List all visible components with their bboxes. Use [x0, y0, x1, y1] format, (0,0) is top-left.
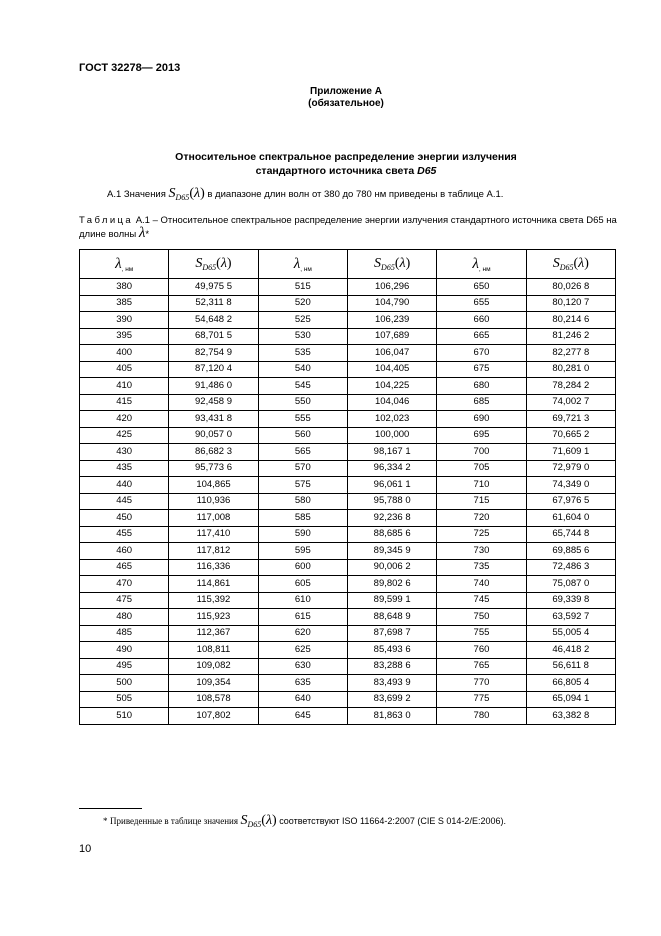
col-header-spd-3: $S_{D65}(\lambda)$: [526, 250, 615, 279]
wavelength-cell: 670: [437, 345, 526, 362]
wavelength-cell: 505: [80, 691, 169, 708]
wavelength-cell: 515: [258, 279, 347, 296]
spd-value-cell: 70,665 2: [526, 427, 615, 444]
spd-value-cell: 115,923: [169, 609, 258, 626]
spd-value-cell: 104,225: [347, 378, 436, 395]
wavelength-cell: 710: [437, 477, 526, 494]
wavelength-cell: 630: [258, 658, 347, 675]
wavelength-cell: 410: [80, 378, 169, 395]
wavelength-cell: 720: [437, 510, 526, 527]
wavelength-cell: 625: [258, 642, 347, 659]
table-row: [80, 427, 616, 444]
table-row: [80, 345, 616, 362]
spd-value-cell: 87,120 4: [169, 361, 258, 378]
wavelength-cell: 385: [80, 295, 169, 312]
spd-value-cell: 81,863 0: [347, 708, 436, 725]
spd-value-cell: 95,788 0: [347, 493, 436, 510]
spd-value-cell: 52,311 8: [169, 295, 258, 312]
appendix-title: Приложение А: [310, 86, 382, 97]
wavelength-cell: 525: [258, 312, 347, 329]
wavelength-cell: 520: [258, 295, 347, 312]
wavelength-cell: 750: [437, 609, 526, 626]
spd-value-cell: 69,339 8: [526, 592, 615, 609]
wavelength-cell: 675: [437, 361, 526, 378]
spd-value-cell: 65,094 1: [526, 691, 615, 708]
spd-value-cell: 90,006 2: [347, 559, 436, 576]
wavelength-cell: 480: [80, 609, 169, 626]
spd-value-cell: 102,023: [347, 411, 436, 428]
wavelength-cell: 575: [258, 477, 347, 494]
wavelength-cell: 730: [437, 543, 526, 560]
spd-value-cell: 95,773 6: [169, 460, 258, 477]
table-row: [80, 642, 616, 659]
spd-value-cell: 91,486 0: [169, 378, 258, 395]
wavelength-cell: 450: [80, 510, 169, 527]
table-row: [80, 295, 616, 312]
wavelength-cell: 700: [437, 444, 526, 461]
footnote-spd-symbol: $S_{D65}(\lambda)$: [240, 813, 277, 829]
spd-value-cell: 87,698 7: [347, 625, 436, 642]
wavelength-cell: 620: [258, 625, 347, 642]
document-code: ГОСТ 32278— 2013: [79, 62, 181, 74]
spd-value-cell: 108,811: [169, 642, 258, 659]
table-row: [80, 592, 616, 609]
wavelength-cell: 610: [258, 592, 347, 609]
spd-value-cell: 96,334 2: [347, 460, 436, 477]
spd-value-cell: 88,685 6: [347, 526, 436, 543]
spd-value-cell: 68,701 5: [169, 328, 258, 345]
table-row: [80, 576, 616, 593]
wavelength-cell: 530: [258, 328, 347, 345]
table-row: [80, 543, 616, 560]
spd-value-cell: 80,120 7: [526, 295, 615, 312]
footnote-mark: *: [103, 816, 108, 826]
wavelength-cell: 770: [437, 675, 526, 692]
wavelength-cell: 420: [80, 411, 169, 428]
wavelength-cell: 695: [437, 427, 526, 444]
spd-value-cell: 110,936: [169, 493, 258, 510]
wavelength-cell: 715: [437, 493, 526, 510]
spd-value-cell: 55,005 4: [526, 625, 615, 642]
illuminant-name: D65: [417, 165, 437, 177]
wavelength-cell: 755: [437, 625, 526, 642]
wavelength-cell: 740: [437, 576, 526, 593]
table-row: [80, 526, 616, 543]
spd-value-cell: 74,002 7: [526, 394, 615, 411]
wavelength-cell: 725: [437, 526, 526, 543]
wavelength-cell: 390: [80, 312, 169, 329]
spd-value-cell: 109,354: [169, 675, 258, 692]
wavelength-cell: 475: [80, 592, 169, 609]
spd-value-cell: 75,087 0: [526, 576, 615, 593]
caption-label: Таблица: [79, 215, 134, 226]
table-row: [80, 658, 616, 675]
wavelength-cell: 665: [437, 328, 526, 345]
wavelength-cell: 435: [80, 460, 169, 477]
spd-value-cell: 83,288 6: [347, 658, 436, 675]
spd-value-cell: 81,246 2: [526, 328, 615, 345]
spd-value-cell: 96,061 1: [347, 477, 436, 494]
spd-value-cell: 78,284 2: [526, 378, 615, 395]
spd-value-cell: 67,976 5: [526, 493, 615, 510]
wavelength-cell: 565: [258, 444, 347, 461]
spd-value-cell: 109,082: [169, 658, 258, 675]
col-header-spd-1: $S_{D65}(\lambda)$: [169, 250, 258, 279]
wavelength-cell: 510: [80, 708, 169, 725]
appendix-heading: [0, 86, 661, 110]
wavelength-cell: 550: [258, 394, 347, 411]
col-header-spd-2: $S_{D65}(\lambda)$: [347, 250, 436, 279]
table-row: [80, 691, 616, 708]
wavelength-cell: 635: [258, 675, 347, 692]
spd-value-cell: 88,648 9: [347, 609, 436, 626]
spd-value-cell: 89,802 6: [347, 576, 436, 593]
spd-value-cell: 100,000: [347, 427, 436, 444]
intro-prefix: А.1 Значения: [107, 189, 166, 200]
wavelength-cell: 470: [80, 576, 169, 593]
wavelength-cell: 640: [258, 691, 347, 708]
wavelength-cell: 600: [258, 559, 347, 576]
lambda-symbol: λ: [138, 225, 146, 241]
wavelength-cell: 415: [80, 394, 169, 411]
table-row: [80, 708, 616, 725]
wavelength-cell: 540: [258, 361, 347, 378]
spd-value-cell: 66,805 4: [526, 675, 615, 692]
wavelength-cell: 580: [258, 493, 347, 510]
wavelength-cell: 765: [437, 658, 526, 675]
spd-value-cell: 61,604 0: [526, 510, 615, 527]
table-row: [80, 559, 616, 576]
table-row: [80, 394, 616, 411]
table-row: [80, 328, 616, 345]
spd-value-cell: 89,345 9: [347, 543, 436, 560]
wavelength-cell: 735: [437, 559, 526, 576]
wavelength-cell: 395: [80, 328, 169, 345]
wavelength-cell: 745: [437, 592, 526, 609]
spd-value-cell: 92,236 8: [347, 510, 436, 527]
table-header-row: [80, 250, 616, 279]
wavelength-cell: 650: [437, 279, 526, 296]
wavelength-cell: 590: [258, 526, 347, 543]
spd-value-cell: 107,689: [347, 328, 436, 345]
wavelength-cell: 585: [258, 510, 347, 527]
spd-value-cell: 71,609 1: [526, 444, 615, 461]
spd-value-cell: 107,802: [169, 708, 258, 725]
table-row: [80, 493, 616, 510]
spd-value-cell: 115,392: [169, 592, 258, 609]
spd-value-cell: 112,367: [169, 625, 258, 642]
spd-value-cell: 80,214 6: [526, 312, 615, 329]
table-row: [80, 378, 616, 395]
caption-text: А.1 – Относительное спектральное распределение энергии излучения стандартного источника света D65 на длине волны: [79, 215, 617, 240]
wavelength-cell: 490: [80, 642, 169, 659]
appendix-status: (обязательное): [308, 98, 384, 109]
spd-value-cell: 104,405: [347, 361, 436, 378]
spd-value-cell: 90,057 0: [169, 427, 258, 444]
spd-value-cell: 54,648 2: [169, 312, 258, 329]
wavelength-cell: 405: [80, 361, 169, 378]
wavelength-cell: 690: [437, 411, 526, 428]
section-title: [0, 150, 661, 178]
page-number: 10: [79, 843, 92, 855]
wavelength-cell: 660: [437, 312, 526, 329]
wavelength-cell: 780: [437, 708, 526, 725]
spd-value-cell: 114,861: [169, 576, 258, 593]
wavelength-cell: 535: [258, 345, 347, 362]
wavelength-cell: 445: [80, 493, 169, 510]
spd-value-cell: 56,611 8: [526, 658, 615, 675]
table-row: [80, 477, 616, 494]
wavelength-cell: 570: [258, 460, 347, 477]
table-row: [80, 279, 616, 296]
table-row: [80, 460, 616, 477]
wavelength-cell: 455: [80, 526, 169, 543]
spd-value-cell: 63,382 8: [526, 708, 615, 725]
spd-value-cell: 65,744 8: [526, 526, 615, 543]
spd-value-cell: 69,885 6: [526, 543, 615, 560]
spd-symbol: $S_{D65}(\lambda)$: [168, 186, 205, 202]
col-header-wavelength-2: $\lambda_{, нм}$: [258, 250, 347, 279]
wavelength-cell: 680: [437, 378, 526, 395]
section-title-line2: стандартного источника света D65: [255, 165, 437, 177]
table-body: [80, 279, 616, 725]
spd-value-cell: 106,296: [347, 279, 436, 296]
spd-value-cell: 106,239: [347, 312, 436, 329]
spd-value-cell: 117,812: [169, 543, 258, 560]
wavelength-cell: 645: [258, 708, 347, 725]
table-row: [80, 675, 616, 692]
spd-value-cell: 86,682 3: [169, 444, 258, 461]
wavelength-cell: 430: [80, 444, 169, 461]
spd-value-cell: 49,975 5: [169, 279, 258, 296]
footnote-divider: [79, 808, 142, 809]
wavelength-cell: 465: [80, 559, 169, 576]
col-header-wavelength-1: $\lambda_{, нм}$: [80, 250, 169, 279]
col-header-wavelength-3: $\lambda_{, нм}$: [437, 250, 526, 279]
wavelength-cell: 595: [258, 543, 347, 560]
wavelength-cell: 545: [258, 378, 347, 395]
spd-value-cell: 117,410: [169, 526, 258, 543]
spd-value-cell: 80,281 0: [526, 361, 615, 378]
footnote-prefix: Приведенные в таблице значения: [110, 816, 238, 826]
spd-value-cell: 106,047: [347, 345, 436, 362]
wavelength-cell: 775: [437, 691, 526, 708]
wavelength-cell: 685: [437, 394, 526, 411]
table-row: [80, 444, 616, 461]
wavelength-cell: 495: [80, 658, 169, 675]
spd-value-cell: 80,026 8: [526, 279, 615, 296]
wavelength-cell: 760: [437, 642, 526, 659]
wavelength-cell: 380: [80, 279, 169, 296]
spd-value-cell: 83,699 2: [347, 691, 436, 708]
footnote: [103, 812, 506, 834]
wavelength-cell: 500: [80, 675, 169, 692]
footnote-suffix: соответствуют ISO 11664-2:2007 (CIE S 014-2/E:2006).: [279, 816, 506, 826]
table-caption: [79, 214, 619, 241]
spd-value-cell: 98,167 1: [347, 444, 436, 461]
spd-value-cell: 74,349 0: [526, 477, 615, 494]
spd-value-cell: 116,336: [169, 559, 258, 576]
spd-value-cell: 82,277 8: [526, 345, 615, 362]
wavelength-cell: 400: [80, 345, 169, 362]
table-row: [80, 609, 616, 626]
spd-value-cell: 85,493 6: [347, 642, 436, 659]
wavelength-cell: 655: [437, 295, 526, 312]
table-row: [80, 361, 616, 378]
spd-value-cell: 63,592 7: [526, 609, 615, 626]
spd-value-cell: 89,599 1: [347, 592, 436, 609]
wavelength-cell: 615: [258, 609, 347, 626]
spd-value-cell: 117,008: [169, 510, 258, 527]
spd-table: [79, 249, 616, 725]
spd-value-cell: 72,486 3: [526, 559, 615, 576]
wavelength-cell: 705: [437, 460, 526, 477]
wavelength-cell: 560: [258, 427, 347, 444]
spd-value-cell: 82,754 9: [169, 345, 258, 362]
wavelength-cell: 460: [80, 543, 169, 560]
table-row: [80, 411, 616, 428]
intro-paragraph: [107, 186, 503, 202]
spd-value-cell: 83,493 9: [347, 675, 436, 692]
wavelength-cell: 440: [80, 477, 169, 494]
table-row: [80, 312, 616, 329]
table-row: [80, 510, 616, 527]
wavelength-cell: 485: [80, 625, 169, 642]
wavelength-cell: 605: [258, 576, 347, 593]
spd-value-cell: 93,431 8: [169, 411, 258, 428]
spd-value-cell: 72,979 0: [526, 460, 615, 477]
spd-value-cell: 46,418 2: [526, 642, 615, 659]
spd-value-cell: 104,790: [347, 295, 436, 312]
table-row: [80, 625, 616, 642]
section-title-line1: Относительное спектральное распределение энергии излучения: [175, 151, 517, 163]
wavelength-cell: 425: [80, 427, 169, 444]
spd-value-cell: 104,046: [347, 394, 436, 411]
spd-value-cell: 104,865: [169, 477, 258, 494]
spd-value-cell: 69,721 3: [526, 411, 615, 428]
caption-star: *: [145, 229, 150, 240]
spd-value-cell: 108,578: [169, 691, 258, 708]
spd-value-cell: 92,458 9: [169, 394, 258, 411]
wavelength-cell: 555: [258, 411, 347, 428]
intro-suffix: в диапазоне длин волн от 380 до 780 нм приведены в таблице А.1.: [207, 189, 504, 200]
